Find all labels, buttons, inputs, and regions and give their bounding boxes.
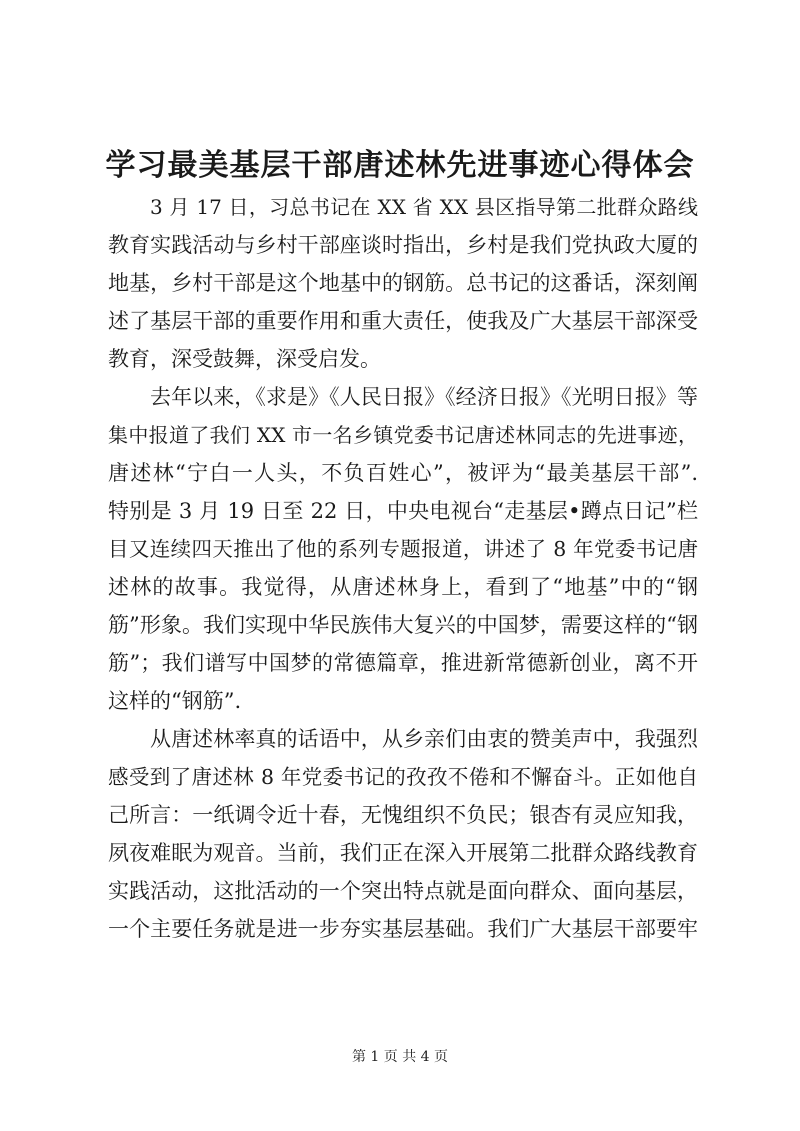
paragraph-line: 唐述林“宁白一人头，不负百姓心”，被评为“最美基层干部”. (108, 461, 698, 485)
paragraph-line: 去年以来，《求是》《人民日报》《经济日报》《光明日报》等 (150, 385, 698, 409)
paragraph-line: 夙夜难眠为观音。当前，我们正在深入开展第二批群众路线教育 (108, 841, 698, 865)
paragraph-line: 目又连续四天推出了他的系列专题报道，讲述了 8 年党委书记唐 (108, 537, 698, 561)
paragraph-line: 己所言：一纸调令近十春，无愧组织不负民；银杏有灵应知我， (108, 803, 698, 827)
paragraph-line: 这样的“钢筋”. (108, 689, 242, 713)
paragraph-line: 一个主要任务就是进一步夯实基层基础。我们广大基层干部要牢 (108, 917, 698, 941)
paragraph-line: 实践活动，这批活动的一个突出特点就是面向群众、面向基层， (108, 879, 698, 903)
paragraph-1 (108, 188, 698, 378)
paragraph-3 (108, 720, 698, 948)
page-number-footer: 第 1 页 共 4 页 (351, 1049, 449, 1065)
document-body (108, 188, 698, 948)
paragraph-2 (108, 378, 698, 720)
paragraph-line: 教育，深受鼓舞，深受启发。 (108, 347, 381, 371)
paragraph-line: 地基，乡村干部是这个地基中的钢筋。总书记的这番话，深刻阐 (108, 271, 698, 295)
paragraph-line: 集中报道了我们 XX 市一名乡镇党委书记唐述林同志的先进事迹， (108, 423, 698, 447)
paragraph-line: 教育实践活动与乡村干部座谈时指出，乡村是我们党执政大厦的 (108, 233, 698, 257)
paragraph-line: 感受到了唐述林 8 年党委书记的孜孜不倦和不懈奋斗。正如他自 (108, 765, 698, 789)
document-title: 学习最美基层干部唐述林先进事迹心得体会 (105, 148, 695, 183)
paragraph-line: 筋”；我们谱写中国梦的常德篇章，推进新常德新创业，离不开 (108, 651, 698, 675)
paragraph-line: 特别是 3 月 19 日至 22 日，中央电视台“走基层•蹲点日记”栏 (108, 499, 698, 523)
paragraph-line: 从唐述林率真的话语中，从乡亲们由衷的赞美声中，我强烈 (150, 727, 698, 751)
paragraph-line: 筋”形象。我们实现中华民族伟大复兴的中国梦，需要这样的“钢 (108, 613, 698, 637)
paragraph-line: 述林的故事。我觉得，从唐述林身上，看到了“地基”中的“钢 (108, 575, 698, 599)
paragraph-line: 3 月 17 日，习总书记在 XX 省 XX 县区指导第二批群众路线 (150, 195, 698, 219)
paragraph-line: 述了基层干部的重要作用和重大责任，使我及广大基层干部深受 (108, 309, 698, 333)
